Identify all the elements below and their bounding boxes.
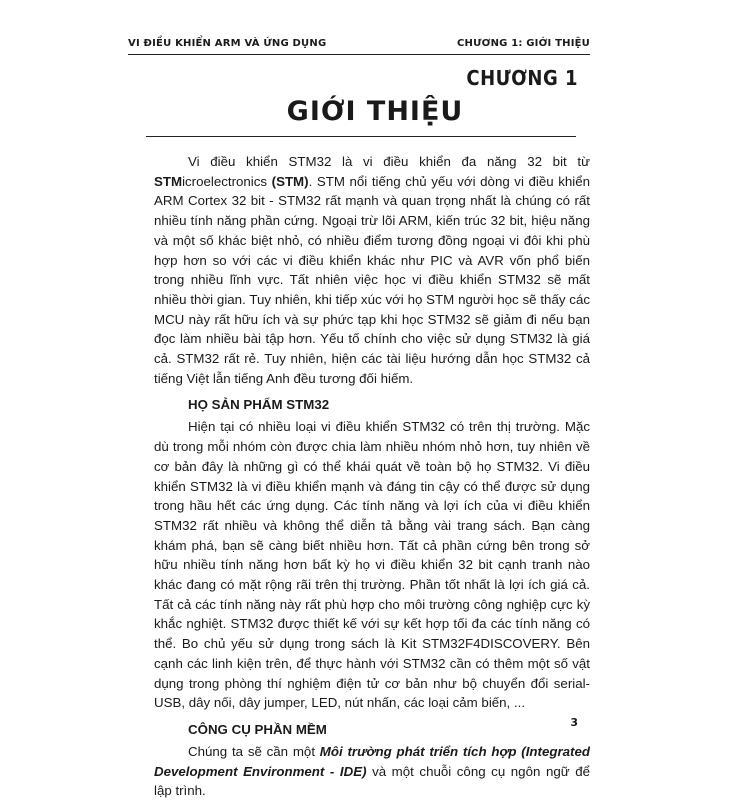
page-number: 3 [570,716,578,729]
header-chapter-ref: CHƯƠNG 1: GIỚI THIỆU [456,38,590,49]
section-heading-software-tools: CÔNG CỤ PHẦN MỀM [188,721,327,737]
intro-text-2: icroelectronics [182,173,272,189]
header-book-title: VI ĐIỀU KHIỂN ARM VÀ ỨNG DỤNG [128,38,327,49]
product-family-paragraph: Hiện tại có nhiều loại vi điều khiển STM32 có trên thị trường. Mặc dù trong mỗi nhóm còn được chia làm nhiều nhóm nhỏ hơn, tuy nhiên về cơ bản đây là những gì có thể khái quát về toàn bộ họ STM32. Vi điều khiển STM32 là vi điều khiển mạnh và đáng tin cậy có thể được sử dụng trong hầu hết các ứng dụng. Các tính năng và lợi ích của vi điều khiển STM32 rất nhiều và không thể diễn tả bằng vài trang sách. Bạn càng khám phá, bạn sẽ càng biết nhiều hơn. Tất cả phần cứng bên trong sở hữu nhiều tính năng hơn bất kỳ họ vi điều khiển 32 bit cạnh tranh nào khác đang có mặt rộng rãi trên thị trường. Phần tốt nhất là lợi ích giá cả. Tất cả các tính năng này rất phù hợp cho môi trường công nghiệp cực kỳ khắc nghiệt. STM32 được thiết kế với sự kết hợp tối đa các tính năng có thể. Bo chủ yếu sử dụng trong sách là Kit STM32F4DISCOVERY. Bên cạnh các linh kiện trên, để thực hành với STM32 cần có thêm một số vật dụng trong phòng thí nghiệm điện tử cơ bản như bộ chuyển đổi serial-USB, dây nối, dây jumper, LED, nút nhấn, các loại cảm biến, ... [154,419,590,711]
chapter-label: CHƯƠNG 1 [466,66,578,90]
body-text [154,152,590,801]
software-ide-emphasis: Môi trường phát triển tích hợp (Integrated Development Environment - IDE) [154,743,590,779]
running-header [128,36,590,55]
software-tools-paragraph [154,742,590,801]
intro-text-3: . STM nổi tiếng chủ yếu với dòng vi điều khiển ARM Cortex 32 bit - STM32 rất mạnh và quan trọng nhất là chúng có rất nhiều tính năng phần cứng. Ngoại trừ lõi ARM, kiến trúc 32 bit, hiệu năng và một số khác biệt nhỏ, có nhiều điểm tương đồng ngoại vi đôi khi phù hợp hơn so với các vi điều khiển khác như PIC và AVR vốn phổ biến trong nhiều lĩnh vực. Tất nhiên việc học vi điều khiển STM32 sẽ mất nhiều thời gian. Tuy nhiên, khi tiếp xúc với họ STM người học sẽ thấy các MCU này rất hữu ích và sự phức tạp khi học STM32 sẽ giảm đi nếu bạn đọc làm nhiều bài tập hơn. Yếu tố chính cho việc sử dụng STM32 là giá cả. STM32 rất rẻ. Tuy nhiên, hiện các tài liệu hướng dẫn học STM32 cả tiếng Việt lẫn tiếng Anh đều tương đối hiếm. [154,173,590,386]
intro-paragraph [154,152,590,388]
intro-text-1: Vi điều khiển STM32 là vi điều khiển đa năng 32 bit từ [188,154,590,169]
section-heading-product-family: HỌ SẢN PHẨM STM32 [188,397,330,413]
software-text-2: và một chuỗi công cụ ngôn ngữ để lập trình. [154,763,590,799]
title-divider [146,136,576,137]
intro-abbr: (STM) [271,173,309,189]
chapter-title: GIỚI THIỆU [286,96,464,127]
software-text-1: Chúng ta sẽ cần một [188,743,320,759]
intro-brand: STM [154,173,183,189]
